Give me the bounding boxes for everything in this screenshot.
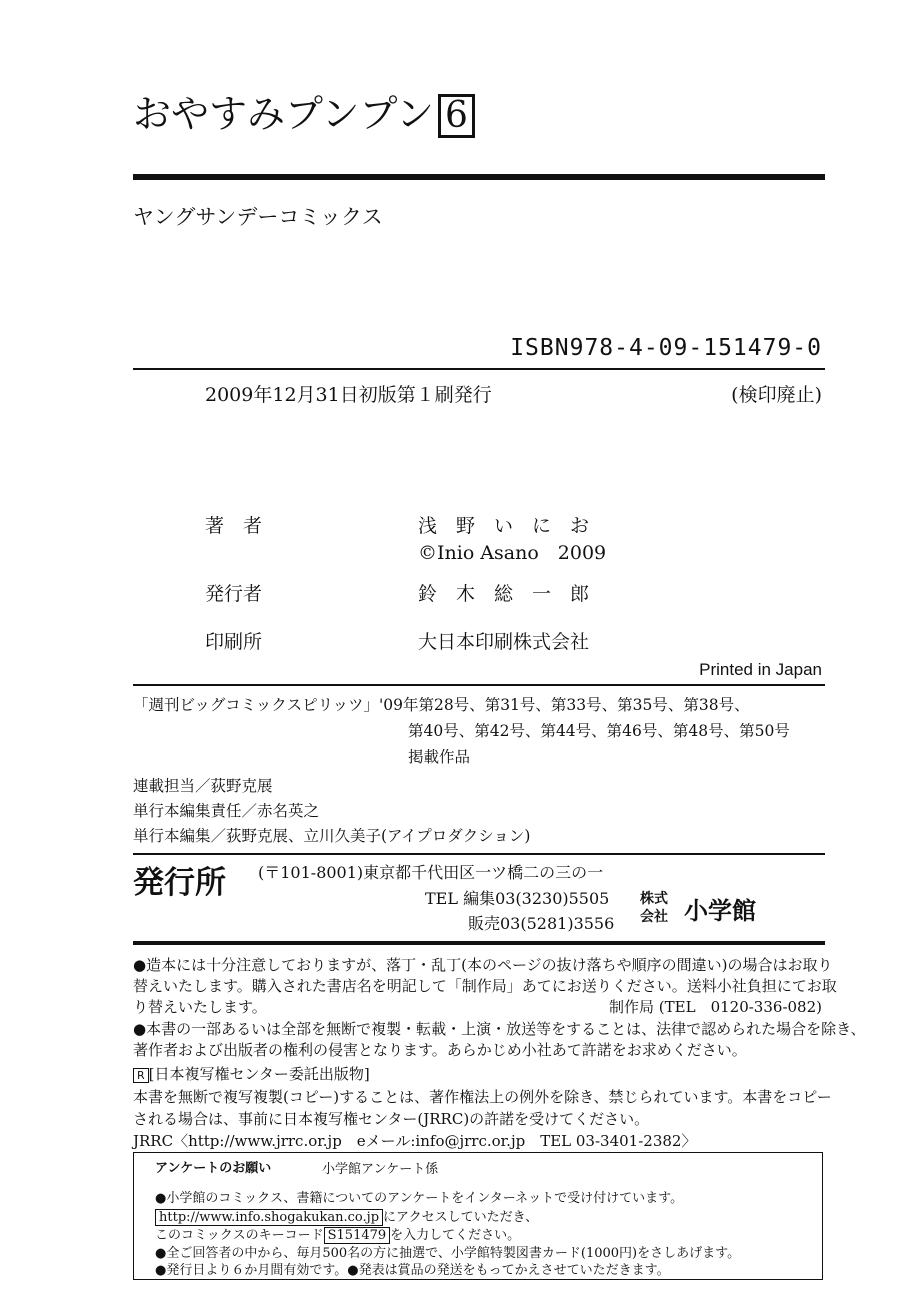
production-contact: 制作局 (TEL 0120-336-082) bbox=[609, 998, 822, 1016]
notice-line: される場合は、事前に日本複写権センター(JRRC)の許諾を受けてください。 bbox=[133, 1110, 650, 1128]
credits-rule bbox=[133, 684, 825, 686]
jrrc-contact: JRRC〈http://www.jrrc.or.jp eメール:info@jrrc.or.jp TEL 03-3401-2382〉 bbox=[133, 1132, 697, 1150]
key-code: S151479 bbox=[324, 1227, 391, 1244]
jrrc-label: [日本複写権センター委託出版物] bbox=[148, 1065, 370, 1083]
notice-line: 本書を無断で複写複製(コピー)することは、著作権法上の例外を除き、禁じられています。本書をコピー bbox=[133, 1088, 832, 1106]
notices-rule bbox=[133, 941, 825, 945]
publisher-address: (〒101-8001)東京都千代田区一ツ橋二の三の一 bbox=[258, 863, 604, 882]
printed-in: Printed in Japan bbox=[699, 660, 822, 679]
survey-line-3 bbox=[155, 1226, 520, 1245]
key-code-suffix: を入力してください。 bbox=[390, 1228, 521, 1243]
seal-note: (検印廃止) bbox=[731, 384, 822, 406]
jrrc-heading bbox=[133, 1063, 370, 1087]
r-mark: R bbox=[133, 1068, 149, 1083]
kabushiki-2: 会社 bbox=[640, 909, 668, 925]
volume-number: 6 bbox=[438, 94, 475, 138]
serialization-line-2: 第40号、第42号、第44号、第46号、第48号、第50号 bbox=[408, 722, 790, 740]
editor-line: 単行本編集／荻野克展、立川久美子(アイプロダクション) bbox=[133, 827, 531, 845]
survey-line-5: ●発行日より６か月間有効です。●発表は賞品の発送をもってかえさせていただきます。 bbox=[155, 1263, 670, 1278]
notice-line: り替えいたします。 bbox=[133, 998, 267, 1016]
serialization-line-1: 「週刊ビッグコミックスピリッツ」'09年第28号、第31号、第33号、第35号、第38号、 bbox=[133, 696, 750, 714]
author-label: 著 者 bbox=[205, 515, 263, 537]
author-name: 浅 野 い に お bbox=[418, 515, 590, 537]
notice-line: 替えいたします。購入された書店名を明記して「制作局」あてにお送りください。送料小社負担にてお取 bbox=[133, 977, 837, 995]
isbn-rule bbox=[133, 368, 825, 370]
tel-sales: 販売03(5281)3556 bbox=[468, 914, 615, 933]
title-text: おやすみプンプン bbox=[133, 92, 434, 136]
survey-line-2 bbox=[155, 1208, 538, 1227]
notice-line: ●本書の一部あるいは全部を無断で複製・転載・上演・放送等をすることは、法律で認められた場合を除き、 bbox=[133, 1020, 866, 1038]
publisher-name: 鈴 木 総 一 郎 bbox=[418, 583, 590, 605]
survey-dept: 小学館アンケート係 bbox=[322, 1162, 439, 1177]
publish-date: 2009年12月31日初版第１刷発行 bbox=[205, 384, 492, 406]
survey-line-4: ●全ご回答者の中から、毎月500名の方に抽選で、小学館特製図書カード(1000円)をさしあげます。 bbox=[155, 1246, 741, 1261]
isbn: ISBN978-4-09-151479-0 bbox=[510, 335, 822, 361]
publisher-label: 発行者 bbox=[205, 583, 263, 605]
serialization-line-3: 掲載作品 bbox=[408, 748, 471, 766]
copyright: ©Inio Asano 2009 bbox=[418, 542, 607, 564]
book-title bbox=[133, 92, 475, 138]
kabushiki-1: 株式 bbox=[640, 891, 668, 907]
editors-rule bbox=[133, 853, 825, 855]
survey-heading: アンケートのお願い bbox=[155, 1161, 272, 1176]
notice-line: ●造本には十分注意しておりますが、落丁・乱丁(本のページの抜け落ちや順序の間違い)の場合はお取り bbox=[133, 956, 833, 974]
survey-line-1: ●小学館のコミックス、書籍についてのアンケートをインターネットで受け付けています。 bbox=[155, 1191, 684, 1206]
company-name: 小学館 bbox=[684, 897, 756, 925]
survey-url-suffix: にアクセスしていただき、 bbox=[383, 1210, 539, 1225]
series-label: ヤングサンデーコミックス bbox=[133, 205, 383, 229]
editor-line: 連載担当／荻野克展 bbox=[133, 777, 273, 795]
survey-url[interactable]: http://www.info.shogakukan.co.jp bbox=[155, 1209, 383, 1226]
tel-edit: TEL 編集03(3230)5505 bbox=[425, 889, 610, 908]
printer-name: 大日本印刷株式会社 bbox=[418, 631, 590, 653]
printer-label: 印刷所 bbox=[205, 631, 263, 653]
notice-line: 著作者および出版者の権利の侵害となります。あらかじめ小社あて許諾をお求めください。 bbox=[133, 1041, 747, 1059]
publisher-block-label: 発行所 bbox=[133, 865, 226, 901]
title-rule bbox=[133, 174, 825, 180]
editor-line: 単行本編集責任／赤名英之 bbox=[133, 802, 320, 820]
key-code-prefix: このコミックスのキーコード bbox=[155, 1228, 324, 1243]
